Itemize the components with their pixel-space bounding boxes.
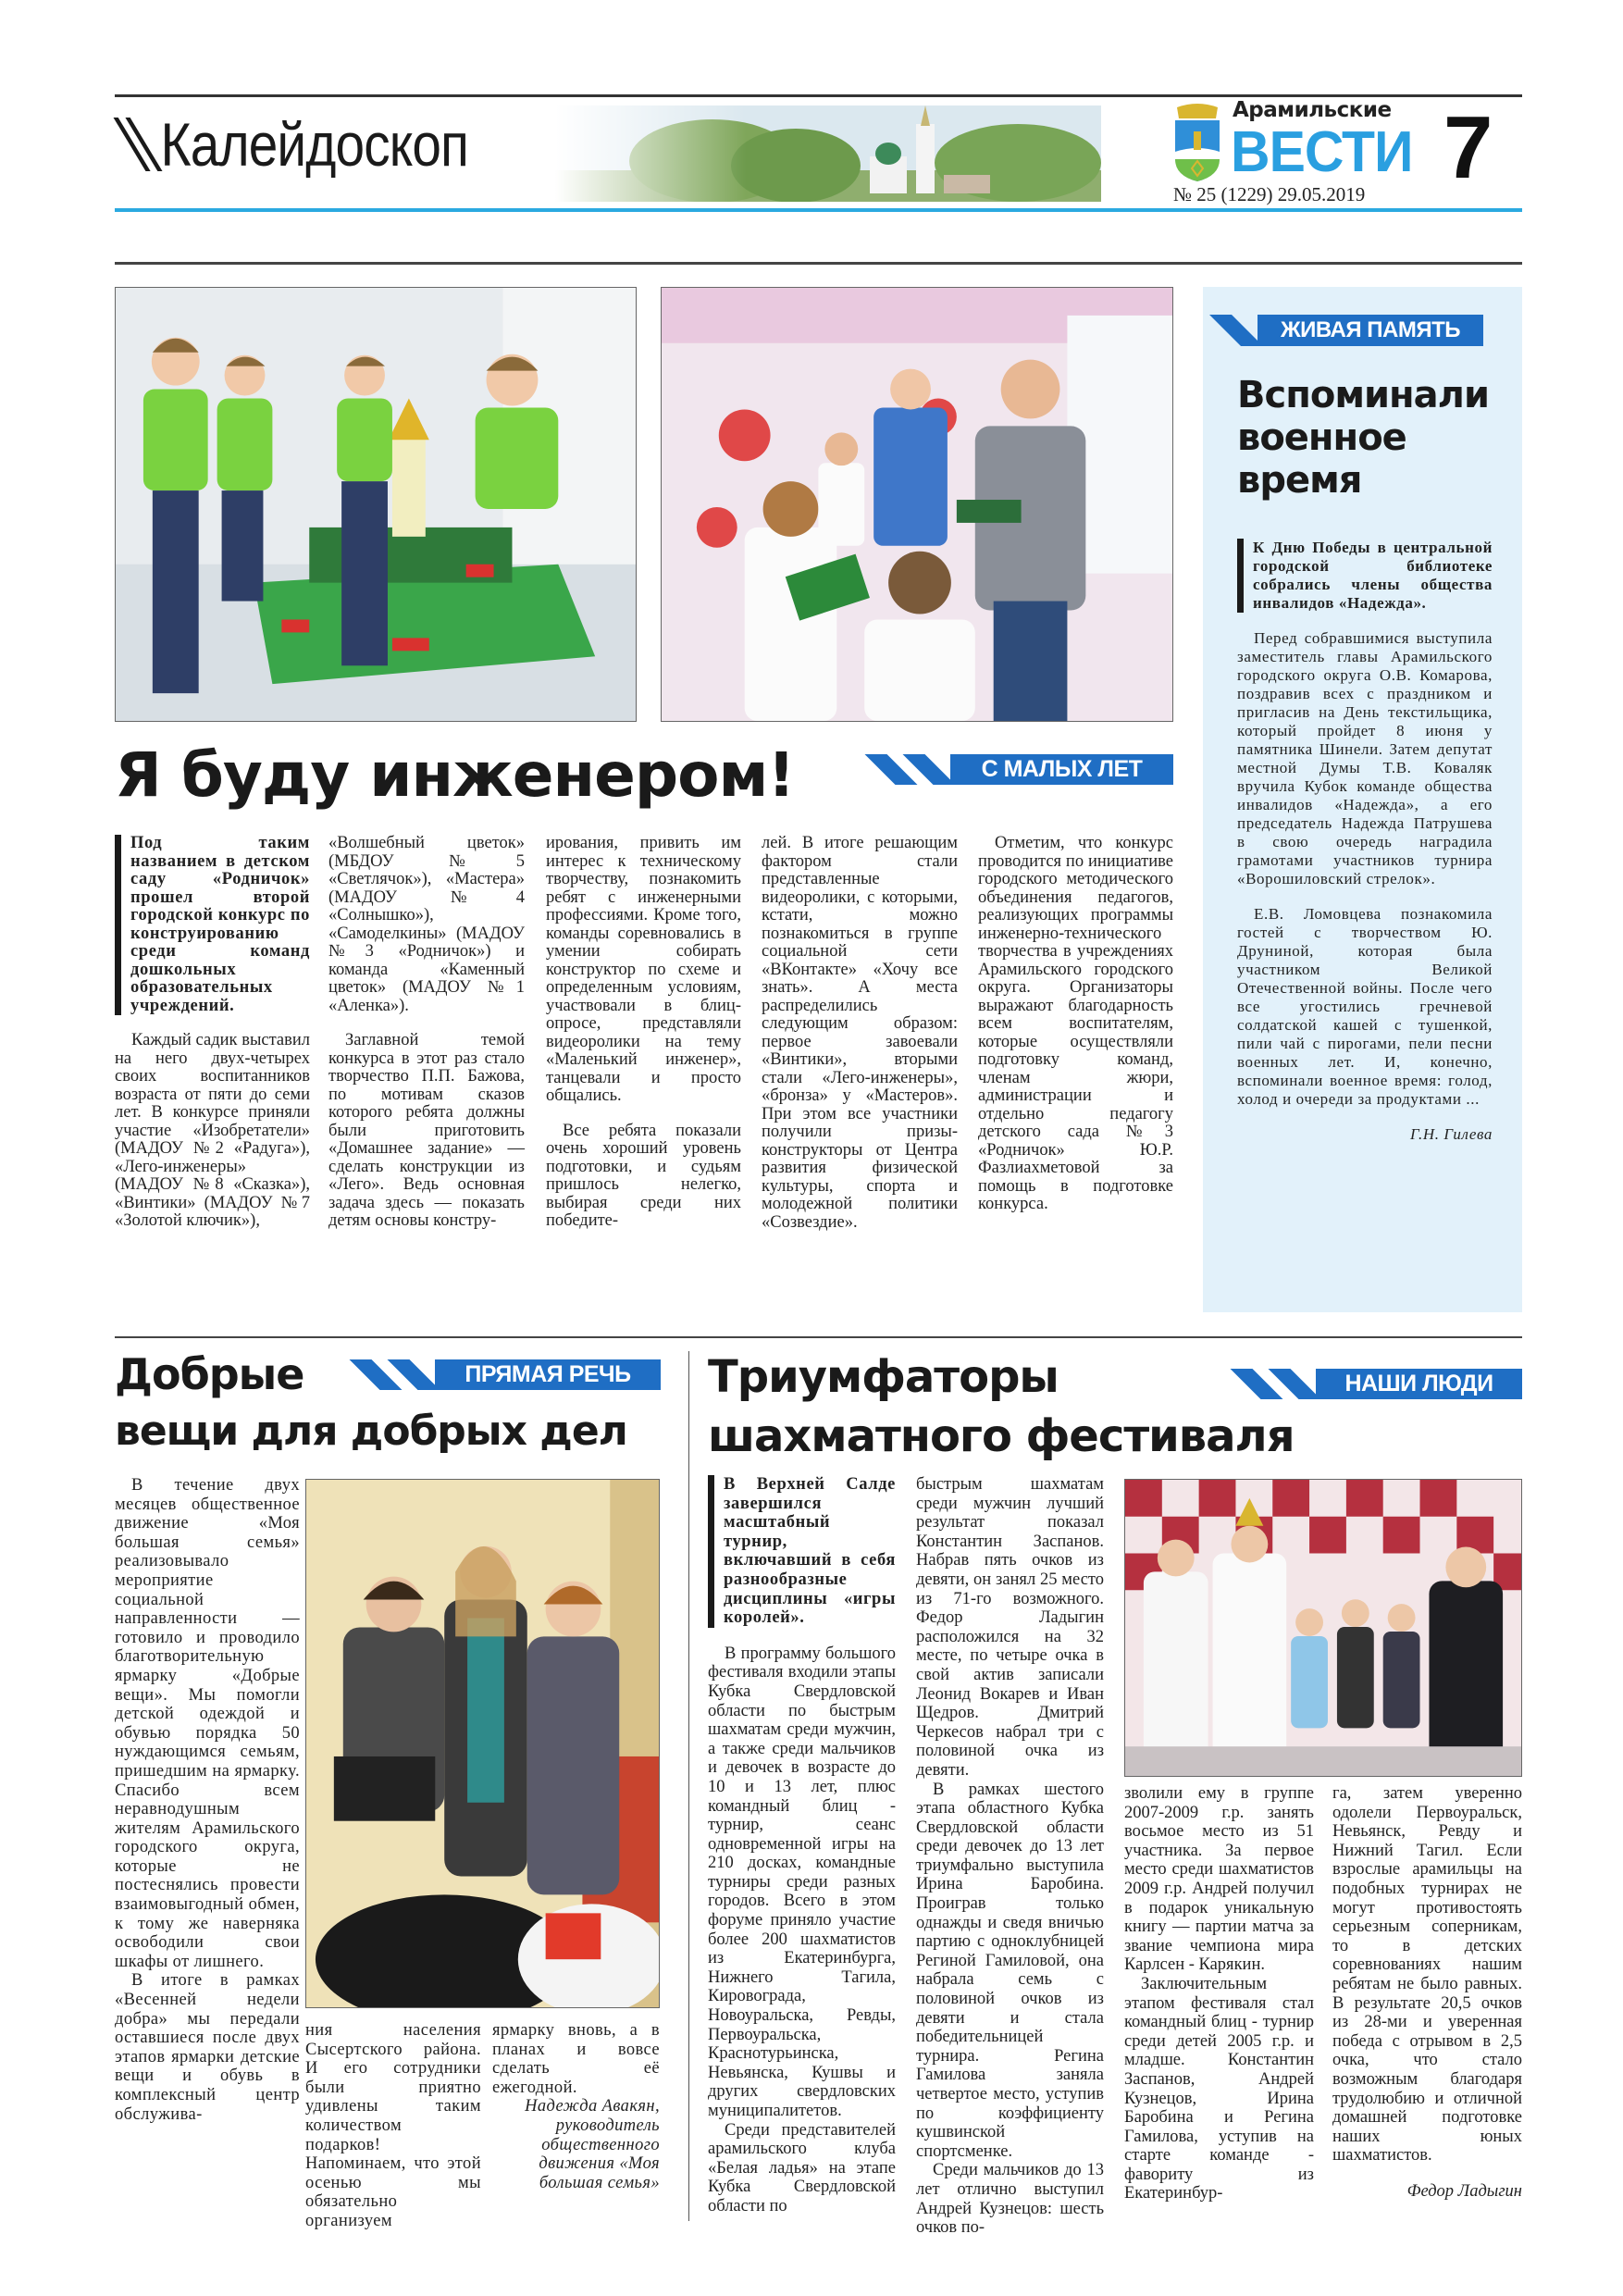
logo-wordmark-main: ВЕСТИ bbox=[1231, 120, 1413, 184]
paragraph: В течение двух месяцев общественное движение «Моя большая семья» реализовывало мероприятие социальной направленности — готовило и проводило благотворительную ярмарку «Добрые вещи». Мы помогли детской одеждой и обувью порядка 50 нуждающимся семьям, пришедшим на ярмарку. Спасибо всем неравнодушным жителям Арамильского городского округа, которые не постеснялись провести взаимовыгодный обмен, к тому же наверняка освободили свои шкафы от лишнего. bbox=[115, 1476, 300, 1971]
header-landscape-photo bbox=[555, 105, 1101, 202]
section-divider bbox=[115, 1336, 1522, 1338]
rubric-tag-s-malyh-let: С МАЛЫХ ЛЕТ bbox=[874, 754, 1173, 785]
issue-number-date: № 25 (1229) 29.05.2019 bbox=[1173, 183, 1366, 205]
paragraph: ярмарку вновь, а в планах и вовсе сделать её ежегодной. bbox=[492, 2021, 660, 2097]
photo-charity-fair-volunteers bbox=[305, 1479, 660, 2008]
dobrye-headline-line1: Добрые bbox=[115, 1349, 304, 1399]
sidebar-text bbox=[1237, 539, 1493, 1144]
dobrye-headline-line2: вещи для добрых дел bbox=[115, 1408, 627, 1455]
chess-headline-line1: Триумфаторы bbox=[708, 1351, 1059, 1403]
lead-paragraph: Под таким названием в детском саду «Родничок» прошел второй городской конкурс по конструированию среди команд дошкольных образовательных учреждений. bbox=[115, 835, 310, 1015]
author-signature: Г.Н. Гилева bbox=[1409, 1125, 1493, 1143]
column-divider bbox=[688, 1351, 689, 2221]
section-title: Калейдоскоп bbox=[130, 109, 468, 180]
photo-kids-lego-contest bbox=[115, 287, 637, 722]
sidebar-headline: Вспоминали военное время bbox=[1237, 374, 1489, 502]
paragraph: Е.В. Ломовцева познакомила гостей с творчеством Ю. Друниной, которая была участником Великой Отечественной войны. После чего все угостились гречневой солдатской кашей с тушенкой, пили чай с пирогами, пели песни военных лет. И, конечно, вспоминали военное время: голод, холод и очереди за продуктами ... bbox=[1237, 905, 1493, 1108]
main-article-column-2 bbox=[328, 835, 525, 1231]
author-signature: Федор Ладыгин bbox=[1406, 2181, 1522, 2201]
paragraph: Заглавной темой конкурса в этот раз стало творчество П.П. Бажова, по мотивам сказов которого ребята должны были приготовить «Домашнее задание» — сделать конструкции из «Лего». Ведь основная задача здесь — показать детям основы констру- bbox=[328, 1031, 525, 1230]
paragraph: Каждый садик выставил на него двух-четырех своих воспитанников возраста от пяти до семи лет. В конкурсе приняли участие «Изобретатели» (МАДОУ №2 «Радуга»), «Лего-инженеры» (МАДОУ №8 «Сказка»), «Винтики» (МАДОУ №7 «Золотой ключик»), bbox=[115, 1031, 310, 1230]
gray-header-rule bbox=[115, 262, 1522, 265]
author-signature: Надежда Авакян, руководитель общественного движения «Моя большая семья» bbox=[525, 2097, 660, 2192]
paragraph: Все ребята показали очень хороший уровень подготовки, и судьям пришлось нелегко, выбирая среди них победите- bbox=[546, 1121, 741, 1230]
lead-paragraph: В Верхней Салде завершился масштабный турнир, включавший в себя разнообразные дисциплины «игры королей». bbox=[708, 1475, 896, 1628]
paragraph: ния населения Сысертского района. И его сотрудники были приятно удивлены таким количеством подарков! Напоминаем, что этой осенью мы обязательно организуем bbox=[305, 2021, 481, 2230]
paragraph: В итоге в рамках «Весенней недели добра» мы передали оставшиеся после двух этапов ярмарки детские вещи и обувь в комплексный центр обслужива- bbox=[115, 1971, 300, 2124]
dobrye-column-1 bbox=[115, 1476, 300, 2124]
logo-wordmark-top: Арамильские bbox=[1233, 98, 1392, 122]
city-coat-of-arms-icon bbox=[1171, 104, 1223, 181]
blue-header-rule bbox=[115, 208, 1522, 212]
photo-prize-presentation bbox=[661, 287, 1173, 722]
top-rule bbox=[115, 94, 1522, 97]
rubric-tag-nashi-lyudi: НАШИ ЛЮДИ bbox=[1240, 1369, 1522, 1399]
main-article-column-4 bbox=[762, 835, 958, 1232]
double-slash-icon bbox=[130, 118, 146, 171]
paragraph: га, затем уверенно одолели Первоуральск, Невьянск, Ревду и Нижний Тагил. Если взрослые арамильцы на подобных турнирах не могут противостоять серьезным соперникам, то в детских соревнованиях нашим ребятам не было равных. В результате 20,5 очков из 28-ми и уверенная победа с отрывом в 2,5 очка, что стало возможным благодаря трудолюбию и отличной домашней подготовке наших юных шахматистов. bbox=[1332, 1784, 1522, 2166]
paragraph: Среди представителей арамильского клуба «Белая ладья» на этапе Кубка Свердловской области по bbox=[708, 2120, 896, 2215]
main-article-column-5 bbox=[978, 835, 1173, 1214]
paragraph: Заключительным этапом фестиваля стал командный блиц - турнир среди детей 2005 г.р. и младше. Константин Заспанов, Андрей Кузнецов, Ирина Баробина и Регина Гамилова, уступив на старте команде - фавориту из Екатеринбур- bbox=[1124, 1974, 1314, 2203]
rubric-tag-zhivaya-pamyat: ЖИВАЯ ПАМЯТЬ bbox=[1220, 315, 1483, 346]
paragraph: быстрым шахматам среди мужчин лучший результат показал Константин Заспанов. Набрав пять очков из девяти, он занял 25 место из 71-го возможного. Федор Ладыгин расположился на 32 месте, по четыре очка в свой актив записали Леонид Вокарев и Иван Щедров. Дмитрий Черкесов набрал три с половиной очка из девяти. bbox=[916, 1475, 1104, 1780]
chess-column-4 bbox=[1332, 1784, 1522, 2201]
paragraph: «Волшебный цветок» (МБДОУ №5 «Светлячок»), «Мастера» (МАДОУ №4 «Солнышко»), «Самоделкины» (МАДОУ №3 «Родничок») и команда «Каменный цветок» (МАДОУ №1 «Аленка»). bbox=[328, 834, 525, 1015]
chess-headline-line2: шахматного фестиваля bbox=[708, 1410, 1295, 1462]
chess-column-1 bbox=[708, 1475, 896, 2216]
paragraph: зволили ему в группе 2007-2009 г.р. занять восьмое место из 51 участника. За первое место среди шахматистов 2009 г.р. Андрей получил в подарок уникальную книгу — партии матча за звание чемпиона мира Карлсен - Карякин. bbox=[1124, 1784, 1314, 1975]
paragraph: Перед собравшимися выступила заместитель главы Арамильского городского округа О.В. Комарова, поздравив всех с праздником и пригласив на День текстильщика, который пройдет 8 июня у памятника Шинели. Затем депутат местной Думы Т.В. Коваляк вручила Кубок команде общества инвалидов «Надежда», а его председатель Надежда Патрушева в свою очередь наградила грамотами участников турнира «Ворошиловский стрелок». bbox=[1237, 629, 1493, 887]
dobrye-column-3 bbox=[492, 2021, 660, 2192]
chess-column-2 bbox=[916, 1475, 1104, 2238]
photo-chess-winners bbox=[1124, 1479, 1522, 1777]
lead-paragraph: К Дню Победы в центральной городской библиотеке собрались члены общества инвалидов «Надежда». bbox=[1237, 539, 1493, 613]
paragraph: Среди мальчиков до 13 лет отлично выступил Андрей Кузнецов: шесть очков по- bbox=[916, 2161, 1104, 2238]
paragraph: Отметим, что конкурс проводится по инициативе городского методического объединения педагогов, реализующих программы инженерно-технического творчества в учреждениях Арамильского городского округа. Организаторы выражают благодарность всем воспитателям, которые осуществляли подготовку команд, членам жюри, администрации и отдельно педагогу детского сада №3 «Родничок» Ю.Р. Фазлиахметовой за помощь в подготовке конкурса. bbox=[978, 834, 1173, 1213]
paragraph: лей. В итоге решающим фактором стали представленные видеоролики, с которыми, кстати, можно познакомиться в группе социальной сети «ВКонтакте» «Хочу все знать». А места распределились следующим образом: первое завоевали «Винтики», вторыми стали «Лего-инженеры», «бронза» у «Мастеров». При этом все участники получили призы-конструкторы от Центра развития физической культуры, спорта и молодежной политики «Созвездие». bbox=[762, 834, 958, 1232]
dobrye-column-2 bbox=[305, 2021, 481, 2231]
page-number: 7 bbox=[1443, 98, 1493, 197]
main-article-column-3 bbox=[546, 835, 741, 1231]
main-article-headline: Я буду инженером! bbox=[115, 739, 795, 811]
paragraph: ирования, привить им интерес к техническому творчеству, познакомить ребят с инженерными профессиями. Кроме того, команды соревновались в умении собирать конструктор по схеме и определенным условиям, участвовали в блиц-опросе, представляли видеоролики на тему «Маленький инженер», танцевали и просто общались. bbox=[546, 834, 741, 1105]
chess-column-3 bbox=[1124, 1784, 1314, 2203]
paragraph: В рамках шестого этапа областного Кубка Свердловской области среди девочек до 13 лет триумфально выступила Ирина Баробина. Проиграв только однажды и сведя вничью партию с одноклубницей Региной Гамиловой, она набрала семь с половиной очков из девяти и стала победительницей турнира. Регина Гамилова заняла четвертое место, уступив по коэффициенту кушвинской спортсменке. bbox=[916, 1780, 1104, 2161]
rubric-tag-pryamaya-rech: ПРЯМАЯ РЕЧЬ bbox=[359, 1359, 661, 1390]
paragraph: В программу большого фестиваля входили этапы Кубка Свердловской области по быстрым шахматам среди мужчин, а также среди мальчиков и девочек в возрасте до 10 и 13 лет, плюс командный блиц - турнир, сеанс одновременной игры на 210 досках, командные турниры среди разных городов. Всего в этом форуме приняло участие более 200 шахматистов из Екатеринбурга, Нижнего Тагила, Кировограда, Новоуральска, Ревды, Первоуральска, Краснотурьинска, Невьянска, Кушвы и других свердловских муниципалитетов. bbox=[708, 1644, 896, 2120]
main-article-column-1 bbox=[115, 835, 310, 1231]
